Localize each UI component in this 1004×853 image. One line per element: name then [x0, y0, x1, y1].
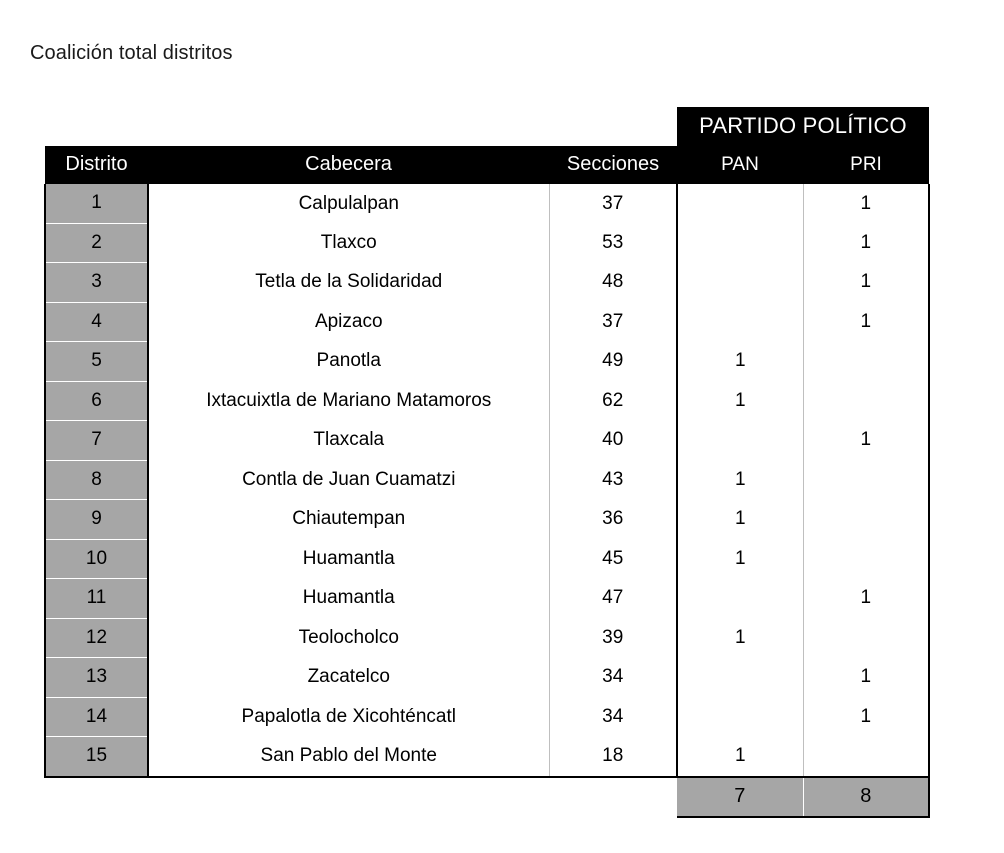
cell-cabecera: Tetla de la Solidaridad — [148, 263, 549, 303]
cell-pri — [803, 381, 929, 421]
cell-secciones: 49 — [549, 342, 677, 382]
cell-secciones: 45 — [549, 539, 677, 579]
cell-pri: 1 — [803, 658, 929, 698]
table-row — [45, 381, 929, 421]
column-header-secciones[interactable]: Secciones — [549, 146, 677, 185]
cell-pri: 1 — [803, 421, 929, 461]
cell-distrito: 8 — [45, 460, 148, 500]
cell-secciones: 39 — [549, 618, 677, 658]
cell-distrito: 9 — [45, 500, 148, 540]
cell-secciones: 43 — [549, 460, 677, 500]
cell-cabecera: Teolocholco — [148, 618, 549, 658]
table-row — [45, 223, 929, 263]
column-header-cabecera[interactable]: Cabecera — [148, 146, 549, 185]
cell-pri — [803, 342, 929, 382]
cell-pri: 1 — [803, 223, 929, 263]
cell-pan: 1 — [677, 737, 803, 777]
table-row — [45, 460, 929, 500]
cell-cabecera: Panotla — [148, 342, 549, 382]
cell-secciones: 62 — [549, 381, 677, 421]
table-body — [45, 184, 929, 817]
cell-pri: 1 — [803, 302, 929, 342]
column-header-pri[interactable]: PRI — [803, 146, 929, 185]
table-row — [45, 579, 929, 619]
cell-distrito: 11 — [45, 579, 148, 619]
cell-pan: 1 — [677, 618, 803, 658]
cell-pan — [677, 658, 803, 698]
header-partido-politico: PARTIDO POLÍTICO — [677, 107, 929, 146]
cell-cabecera: Tlaxcala — [148, 421, 549, 461]
cell-cabecera: Tlaxco — [148, 223, 549, 263]
cell-cabecera: Papalotla de Xicohténcatl — [148, 697, 549, 737]
cell-secciones: 47 — [549, 579, 677, 619]
spacer-cell — [148, 107, 549, 146]
table-row — [45, 618, 929, 658]
cell-distrito: 3 — [45, 263, 148, 303]
cell-pan: 1 — [677, 381, 803, 421]
cell-pri: 1 — [803, 263, 929, 303]
cell-cabecera: Ixtacuixtla de Mariano Matamoros — [148, 381, 549, 421]
cell-pan — [677, 697, 803, 737]
cell-distrito: 14 — [45, 697, 148, 737]
cell-pri — [803, 737, 929, 777]
table-row — [45, 184, 929, 223]
table-row — [45, 263, 929, 303]
table-row — [45, 500, 929, 540]
spacer-cell — [148, 777, 549, 818]
cell-pan — [677, 184, 803, 223]
cell-cabecera: Huamantla — [148, 579, 549, 619]
cell-cabecera: Chiautempan — [148, 500, 549, 540]
cell-distrito: 13 — [45, 658, 148, 698]
cell-pri — [803, 460, 929, 500]
cell-pan: 1 — [677, 460, 803, 500]
column-header-distrito[interactable]: Distrito — [45, 146, 148, 185]
total-pri: 8 — [803, 777, 929, 818]
cell-secciones: 53 — [549, 223, 677, 263]
cell-pan — [677, 302, 803, 342]
table-row — [45, 342, 929, 382]
cell-pri — [803, 618, 929, 658]
cell-distrito: 2 — [45, 223, 148, 263]
spacer-cell — [549, 107, 677, 146]
table-row — [45, 697, 929, 737]
cell-pri: 1 — [803, 579, 929, 619]
table-row — [45, 539, 929, 579]
table-head — [45, 107, 929, 184]
spacer-cell — [549, 777, 677, 818]
cell-pri — [803, 500, 929, 540]
cell-secciones: 36 — [549, 500, 677, 540]
spacer-cell — [45, 777, 148, 818]
cell-distrito: 10 — [45, 539, 148, 579]
table-row — [45, 421, 929, 461]
table-row — [45, 302, 929, 342]
cell-secciones: 34 — [549, 697, 677, 737]
cell-pan: 1 — [677, 500, 803, 540]
cell-secciones: 37 — [549, 184, 677, 223]
cell-cabecera: San Pablo del Monte — [148, 737, 549, 777]
cell-distrito: 15 — [45, 737, 148, 777]
cell-pri — [803, 539, 929, 579]
page-title: Coalición total distritos — [30, 42, 233, 64]
cell-cabecera: Huamantla — [148, 539, 549, 579]
cell-pan — [677, 223, 803, 263]
cell-secciones: 37 — [549, 302, 677, 342]
cell-distrito: 6 — [45, 381, 148, 421]
cell-secciones: 34 — [549, 658, 677, 698]
cell-pan — [677, 421, 803, 461]
cell-distrito: 5 — [45, 342, 148, 382]
cell-secciones: 48 — [549, 263, 677, 303]
cell-distrito: 4 — [45, 302, 148, 342]
cell-cabecera: Contla de Juan Cuamatzi — [148, 460, 549, 500]
cell-secciones: 18 — [549, 737, 677, 777]
table-header-row — [45, 146, 929, 185]
cell-cabecera: Zacatelco — [148, 658, 549, 698]
total-pan: 7 — [677, 777, 803, 818]
cell-cabecera: Apizaco — [148, 302, 549, 342]
cell-distrito: 7 — [45, 421, 148, 461]
cell-pan — [677, 579, 803, 619]
cell-cabecera: Calpulalpan — [148, 184, 549, 223]
table-group-header-row — [45, 107, 929, 146]
cell-pan — [677, 263, 803, 303]
cell-secciones: 40 — [549, 421, 677, 461]
totals-row — [45, 777, 929, 818]
coalicion-table-wrapper — [44, 107, 930, 818]
cell-pri: 1 — [803, 697, 929, 737]
cell-distrito: 1 — [45, 184, 148, 223]
spacer-cell — [45, 107, 148, 146]
cell-pan: 1 — [677, 342, 803, 382]
table-row — [45, 658, 929, 698]
cell-pri: 1 — [803, 184, 929, 223]
cell-distrito: 12 — [45, 618, 148, 658]
coalicion-total-distritos-table — [44, 107, 930, 818]
column-header-pan[interactable]: PAN — [677, 146, 803, 185]
table-row — [45, 737, 929, 777]
cell-pan: 1 — [677, 539, 803, 579]
